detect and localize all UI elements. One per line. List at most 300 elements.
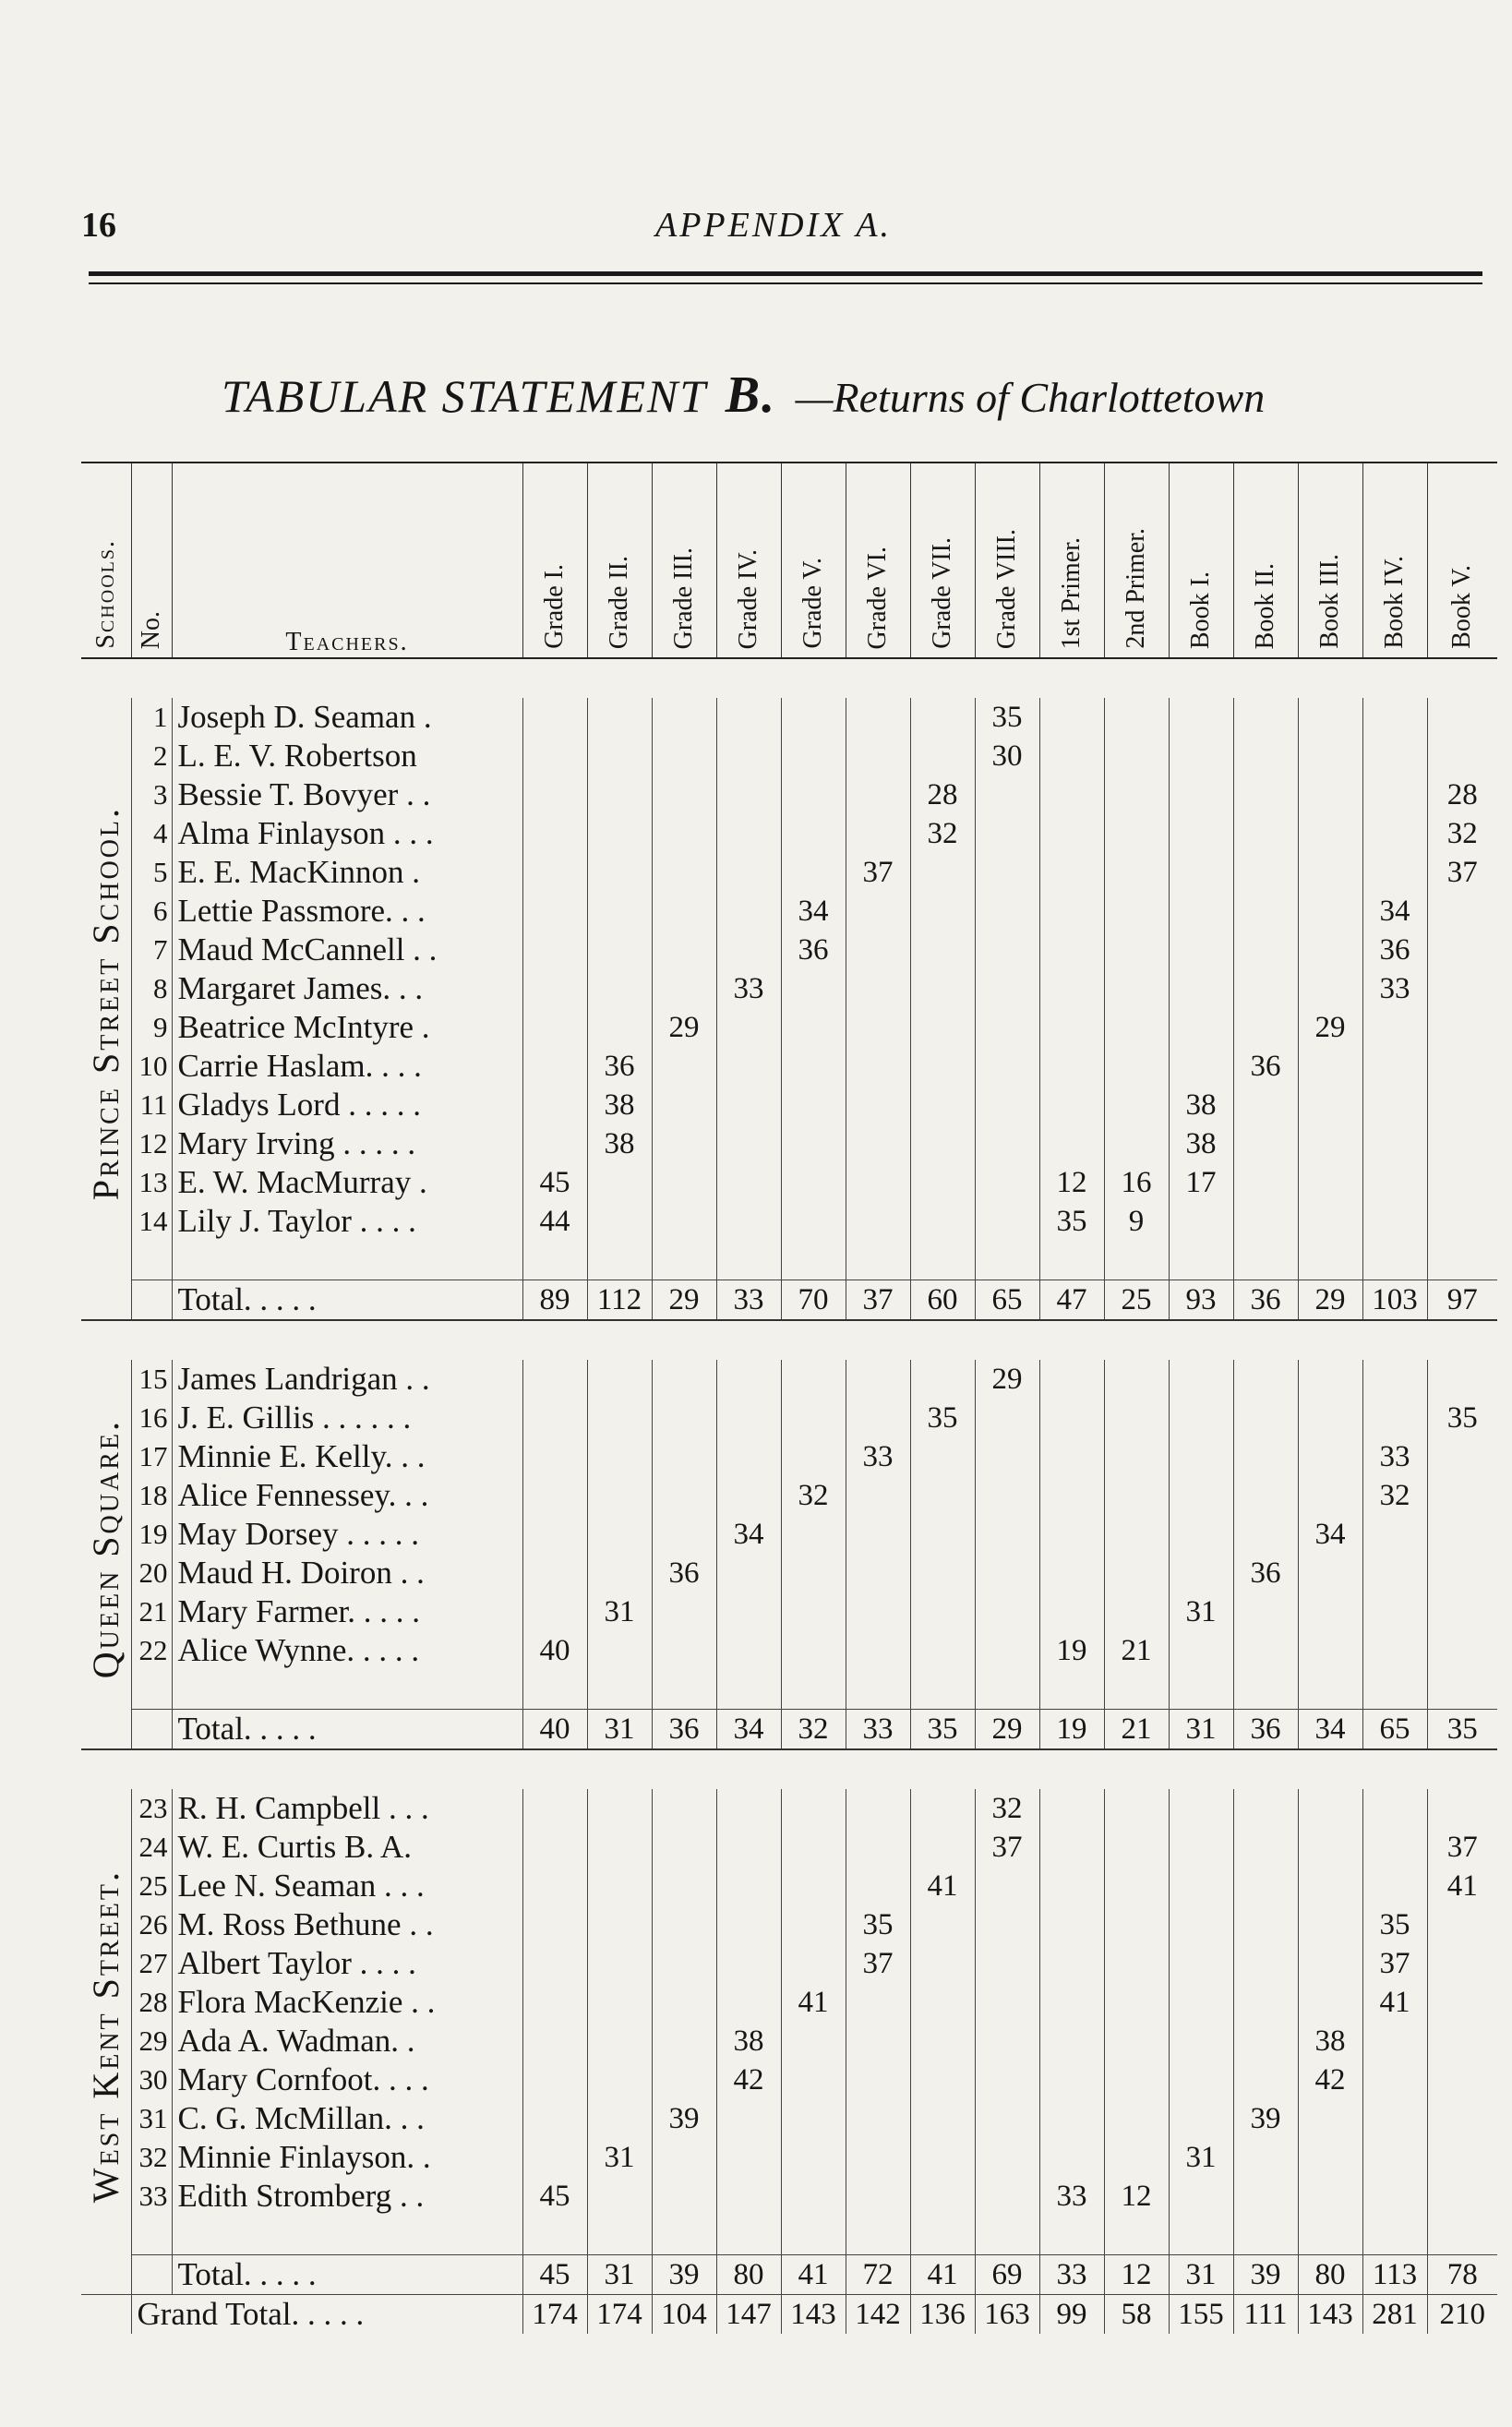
grand-total-cell: 163 [975, 2295, 1039, 2335]
enrolment-cell: 38 [716, 2022, 781, 2061]
gap-cell [1362, 1241, 1427, 1280]
enrolment-cell [910, 2061, 975, 2099]
teacher-name: Mary Farmer. . . . . [172, 1592, 522, 1631]
enrolment-cell [781, 1905, 846, 1944]
enrolment-cell [781, 1828, 846, 1867]
teacher-name: Carrie Haslam. . . . [172, 1047, 522, 1086]
enrolment-cell [1298, 931, 1362, 969]
enrolment-cell [522, 931, 587, 969]
teacher-number: 18 [131, 1476, 172, 1515]
enrolment-cell [587, 1399, 652, 1437]
enrolment-cell [975, 2022, 1039, 2061]
enrolment-cell [1298, 1828, 1362, 1867]
enrolment-cell [1362, 1163, 1427, 1202]
enrolment-cell: 12 [1104, 2177, 1169, 2216]
enrolment-cell [1104, 1008, 1169, 1047]
enrolment-cell [652, 2138, 716, 2177]
enrolment-cell [1362, 1008, 1427, 1047]
enrolment-cell [1104, 853, 1169, 892]
grade-label: Grade V. [798, 558, 827, 649]
teacher-number: 5 [131, 853, 172, 892]
enrolment-cell [975, 1631, 1039, 1670]
enrolment-cell [1362, 1399, 1427, 1437]
enrolment-cell [781, 2177, 846, 2216]
enrolment-cell [975, 1944, 1039, 1983]
table-row [81, 1944, 1497, 1983]
enrolment-cell [1233, 2138, 1298, 2177]
enrolment-cell [1233, 737, 1298, 775]
enrolment-cell [1104, 1047, 1169, 1086]
enrolment-cell [1233, 1983, 1298, 2022]
gap-cell [846, 1670, 910, 1710]
enrolment-cell [522, 1047, 587, 1086]
enrolment-cell [910, 2099, 975, 2138]
table-row [81, 2022, 1497, 2061]
gap-cell [781, 1670, 846, 1710]
enrolment-cell: 38 [1169, 1086, 1233, 1124]
enrolment-cell [975, 853, 1039, 892]
enrolment-cell [1233, 1905, 1298, 1944]
enrolment-cell [975, 1163, 1039, 1202]
enrolment-cell [652, 1983, 716, 2022]
enrolment-cell: 21 [1104, 1631, 1169, 1670]
enrolment-cell [1298, 1867, 1362, 1905]
total-cell: 31 [1169, 1710, 1233, 1750]
enrolment-cell [1233, 1515, 1298, 1554]
enrolment-cell [1362, 2022, 1427, 2061]
enrolment-cell [1233, 1944, 1298, 1983]
total-cell: 97 [1427, 1280, 1497, 1321]
no-label: No. [137, 610, 165, 649]
enrolment-cell [652, 2177, 716, 2216]
enrolment-cell [846, 969, 910, 1008]
gap-cell [522, 2216, 587, 2255]
gap-cell [1233, 1670, 1298, 1710]
enrolment-cell [846, 1476, 910, 1515]
enrolment-cell [1427, 1944, 1497, 1983]
total-cell: 31 [587, 1710, 652, 1750]
enrolment-cell [846, 1867, 910, 1905]
enrolment-cell [846, 2138, 910, 2177]
enrolment-cell [1104, 775, 1169, 814]
enrolment-cell [1233, 892, 1298, 931]
enrolment-cell [781, 1867, 846, 1905]
enrolment-cell [1104, 1592, 1169, 1631]
enrolment-cell [781, 1086, 846, 1124]
enrolment-cell [587, 1983, 652, 2022]
enrolment-cell [910, 1202, 975, 1241]
teacher-name: Ada A. Wadman. . [172, 2022, 522, 2061]
enrolment-cell: 32 [781, 1476, 846, 1515]
enrolment-cell: 34 [1298, 1515, 1362, 1554]
section-separator [81, 1749, 1497, 1789]
enrolment-cell: 17 [1169, 1163, 1233, 1202]
enrolment-cell: 34 [781, 892, 846, 931]
enrolment-cell [1427, 1086, 1497, 1124]
enrolment-cell [975, 1202, 1039, 1241]
enrolment-cell [587, 2022, 652, 2061]
enrolment-cell [910, 1163, 975, 1202]
grand-total-row [81, 2295, 1497, 2335]
total-row [81, 2255, 1497, 2295]
enrolment-cell [846, 2099, 910, 2138]
table-row [81, 1983, 1497, 2022]
enrolment-cell [975, 1515, 1039, 1554]
enrolment-cell [1169, 2022, 1233, 2061]
teacher-name: Maud McCannell . . [172, 931, 522, 969]
enrolment-cell [1169, 698, 1233, 737]
enrolment-cell [1427, 1983, 1497, 2022]
enrolment-cell: 36 [1362, 931, 1427, 969]
total-row [81, 1710, 1497, 1750]
table-row [81, 892, 1497, 931]
enrolment-cell [652, 1047, 716, 1086]
enrolment-cell [1104, 1476, 1169, 1515]
grand-total-cell: 142 [846, 2295, 910, 2335]
enrolment-cell [1104, 1086, 1169, 1124]
enrolment-cell [522, 1515, 587, 1554]
gap-cell [81, 658, 1497, 698]
enrolment-cell [975, 1124, 1039, 1163]
table-row [81, 853, 1497, 892]
grand-total-label: Grand Total. . . . . [131, 2295, 522, 2335]
gap-cell [1039, 1241, 1104, 1280]
gap-cell [846, 2216, 910, 2255]
enrolment-cell [587, 1008, 652, 1047]
enrolment-cell [1104, 1789, 1169, 1828]
enrolment-cell [1104, 1124, 1169, 1163]
enrolment-cell [1427, 1047, 1497, 1086]
grade-label: Grade IV. [734, 548, 762, 649]
teacher-name: L. E. V. Robertson [172, 737, 522, 775]
teacher-number: 24 [131, 1828, 172, 1867]
enrolment-cell [522, 1399, 587, 1437]
enrolment-cell [716, 2099, 781, 2138]
enrolment-cell [1362, 1124, 1427, 1163]
table-row [81, 1631, 1497, 1670]
enrolment-cell [1362, 1828, 1427, 1867]
gap-cell [522, 1670, 587, 1710]
grand-total-cell: 136 [910, 2295, 975, 2335]
enrolment-cell [522, 814, 587, 853]
grade-label: Book V. [1447, 565, 1477, 649]
enrolment-cell [1169, 1360, 1233, 1399]
enrolment-cell [587, 1360, 652, 1399]
enrolment-cell: 34 [1362, 892, 1427, 931]
enrolment-cell: 37 [1427, 853, 1497, 892]
grade-column-header [1039, 463, 1104, 658]
enrolment-cell [522, 2022, 587, 2061]
enrolment-cell [1169, 1828, 1233, 1867]
teacher-number: 30 [131, 2061, 172, 2099]
enrolment-cell [1169, 775, 1233, 814]
enrolment-cell [522, 892, 587, 931]
enrolment-cell [1427, 2177, 1497, 2216]
enrolment-cell [910, 1592, 975, 1631]
table-row [81, 1828, 1497, 1867]
gap-cell [1169, 1241, 1233, 1280]
enrolment-cell [781, 1360, 846, 1399]
enrolment-cell [1104, 2022, 1169, 2061]
grade-column-header [781, 463, 846, 658]
enrolment-cell: 33 [1039, 2177, 1104, 2216]
enrolment-cell [1169, 1399, 1233, 1437]
enrolment-cell [975, 892, 1039, 931]
enrolment-cell [716, 931, 781, 969]
enrolment-cell [522, 853, 587, 892]
enrolment-cell [846, 1124, 910, 1163]
enrolment-cell [846, 1828, 910, 1867]
teacher-number: 28 [131, 1983, 172, 2022]
teacher-number: 20 [131, 1554, 172, 1592]
enrolment-cell [1104, 931, 1169, 969]
grade-column-header [1427, 463, 1497, 658]
enrolment-cell: 33 [1362, 969, 1427, 1008]
enrolment-cell [716, 1905, 781, 1944]
enrolment-cell: 35 [910, 1399, 975, 1437]
teacher-number: 33 [131, 2177, 172, 2216]
enrolment-cell [1169, 1867, 1233, 1905]
grade-label: Book IV. [1380, 556, 1409, 649]
enrolment-cell: 29 [1298, 1008, 1362, 1047]
enrolment-cell [1427, 1631, 1497, 1670]
table-row [81, 1008, 1497, 1047]
teacher-name: Beatrice McIntyre . [172, 1008, 522, 1047]
table-row [81, 1437, 1497, 1476]
enrolment-cell [522, 775, 587, 814]
total-cell: 60 [910, 1280, 975, 1321]
enrolment-cell [652, 853, 716, 892]
enrolment-cell [1427, 1476, 1497, 1515]
enrolment-cell [910, 1515, 975, 1554]
grade-label: Book I. [1186, 571, 1215, 649]
row-gap [81, 2216, 1497, 2255]
enrolment-cell [910, 892, 975, 931]
gap-cell [975, 1241, 1039, 1280]
enrolment-cell [846, 892, 910, 931]
enrolment-cell [1039, 737, 1104, 775]
enrolment-cell [1039, 1008, 1104, 1047]
table-row [81, 1399, 1497, 1437]
enrolment-cell [1169, 2099, 1233, 2138]
enrolment-cell [781, 1944, 846, 1983]
enrolment-cell: 35 [846, 1905, 910, 1944]
enrolment-cell [910, 1124, 975, 1163]
enrolment-cell [652, 2022, 716, 2061]
enrolment-cell [652, 969, 716, 1008]
grand-total-cell: 143 [781, 2295, 846, 2335]
enrolment-cell [975, 2138, 1039, 2177]
teacher-name: Lee N. Seaman . . . [172, 1867, 522, 1905]
teacher-number: 32 [131, 2138, 172, 2177]
enrolment-cell [1169, 1202, 1233, 1241]
header-row [81, 463, 1497, 658]
enrolment-cell [716, 1047, 781, 1086]
enrolment-cell [1169, 1631, 1233, 1670]
enrolment-cell: 38 [587, 1086, 652, 1124]
enrolment-cell [587, 931, 652, 969]
total-cell: 33 [716, 1280, 781, 1321]
enrolment-cell [910, 698, 975, 737]
enrolment-cell [522, 1828, 587, 1867]
enrolment-cell [1039, 775, 1104, 814]
teacher-number: 6 [131, 892, 172, 931]
enrolment-cell [1427, 1360, 1497, 1399]
enrolment-cell [652, 1399, 716, 1437]
enrolment-cell: 37 [975, 1828, 1039, 1867]
enrolment-cell [587, 1515, 652, 1554]
enrolment-cell [587, 814, 652, 853]
enrolment-cell [1039, 1437, 1104, 1476]
enrolment-cell [1169, 1437, 1233, 1476]
enrolment-cell [910, 1360, 975, 1399]
enrolment-cell [1233, 1008, 1298, 1047]
enrolment-cell [1104, 892, 1169, 931]
enrolment-cell: 31 [587, 1592, 652, 1631]
grand-total-cell: 174 [522, 2295, 587, 2335]
enrolment-cell [781, 1515, 846, 1554]
gap-cell [652, 1670, 716, 1710]
grade-label: Grade III. [669, 547, 698, 649]
total-cell: 93 [1169, 1280, 1233, 1321]
total-cell: 12 [1104, 2255, 1169, 2295]
gap-cell [1039, 2216, 1104, 2255]
enrolment-cell: 12 [1039, 1163, 1104, 1202]
teacher-number: 10 [131, 1047, 172, 1086]
enrolment-cell: 35 [1362, 1905, 1427, 1944]
enrolment-cell [1104, 969, 1169, 1008]
total-cell: 72 [846, 2255, 910, 2295]
enrolment-cell [522, 1360, 587, 1399]
total-cell: 80 [716, 2255, 781, 2295]
enrolment-cell [522, 1905, 587, 1944]
enrolment-cell [587, 1476, 652, 1515]
enrolment-cell [781, 698, 846, 737]
gap-cell [131, 1241, 172, 1280]
teacher-name: Lettie Passmore. . . [172, 892, 522, 931]
enrolment-cell: 16 [1104, 1163, 1169, 1202]
gap-cell [1233, 2216, 1298, 2255]
enrolment-cell: 28 [910, 775, 975, 814]
table-row [81, 1124, 1497, 1163]
enrolment-cell [1039, 1124, 1104, 1163]
enrolment-cell: 9 [1104, 1202, 1169, 1241]
enrolment-cell [1427, 1789, 1497, 1828]
enrolment-cell [716, 1631, 781, 1670]
gap-cell [1427, 1670, 1497, 1710]
enrolment-cell [910, 969, 975, 1008]
teacher-name: E. W. MacMurray . [172, 1163, 522, 1202]
gap-cell [1362, 2216, 1427, 2255]
enrolment-cell [1362, 1086, 1427, 1124]
enrolment-cell [1362, 2138, 1427, 2177]
enrolment-cell [1362, 1789, 1427, 1828]
table-row [81, 1360, 1497, 1399]
gap-cell [846, 1241, 910, 1280]
teacher-name: R. H. Campbell . . . [172, 1789, 522, 1828]
enrolment-cell [1039, 1789, 1104, 1828]
enrolment-cell [716, 1163, 781, 1202]
enrolment-cell: 32 [975, 1789, 1039, 1828]
enrolment-cell [587, 2061, 652, 2099]
enrolment-cell [522, 2061, 587, 2099]
enrolment-cell [1362, 737, 1427, 775]
enrolment-cell [587, 2099, 652, 2138]
total-cell: 65 [1362, 1710, 1427, 1750]
total-cell: 25 [1104, 1280, 1169, 1321]
enrolment-cell [975, 931, 1039, 969]
enrolment-cell [1298, 1631, 1362, 1670]
enrolment-cell [781, 969, 846, 1008]
enrolment-cell [1039, 1828, 1104, 1867]
enrolment-cell: 31 [1169, 1592, 1233, 1631]
header-rule-thin [89, 282, 1482, 284]
enrolment-cell [1039, 2022, 1104, 2061]
enrolment-cell [781, 1008, 846, 1047]
enrolment-cell [846, 931, 910, 969]
enrolment-cell [652, 775, 716, 814]
enrolment-cell: 31 [587, 2138, 652, 2177]
school-name-cell [81, 698, 131, 1320]
enrolment-cell [716, 1437, 781, 1476]
enrolment-cell [975, 775, 1039, 814]
enrolment-cell [1362, 2099, 1427, 2138]
enrolment-cell: 34 [716, 1515, 781, 1554]
enrolment-cell [522, 1086, 587, 1124]
enrolment-cell [975, 2061, 1039, 2099]
gap-cell [1104, 1670, 1169, 1710]
enrolment-cell [1427, 1554, 1497, 1592]
enrolment-cell [1039, 1944, 1104, 1983]
enrolment-cell [846, 1631, 910, 1670]
enrolment-cell [1039, 1592, 1104, 1631]
enrolment-cell [1362, 814, 1427, 853]
enrolment-cell: 44 [522, 1202, 587, 1241]
enrolment-cell: 33 [846, 1437, 910, 1476]
enrolment-cell [522, 1789, 587, 1828]
total-cell: 31 [1169, 2255, 1233, 2295]
total-cell: 36 [1233, 1710, 1298, 1750]
enrolment-cell [1362, 1554, 1427, 1592]
row-gap [81, 1241, 1497, 1280]
enrolment-cell [910, 1631, 975, 1670]
table-row [81, 1867, 1497, 1905]
enrolment-cell [1104, 1867, 1169, 1905]
enrolment-cell: 30 [975, 737, 1039, 775]
enrolment-cell: 45 [522, 2177, 587, 2216]
enrolment-cell [975, 2099, 1039, 2138]
enrolment-cell [1104, 2061, 1169, 2099]
enrolment-cell [910, 931, 975, 969]
enrolment-cell: 39 [1233, 2099, 1298, 2138]
enrolment-cell [1233, 1867, 1298, 1905]
enrolment-cell [1233, 1399, 1298, 1437]
total-cell: 70 [781, 1280, 846, 1321]
enrolment-cell [910, 1789, 975, 1828]
total-cell: 36 [652, 1710, 716, 1750]
enrolment-cell [716, 775, 781, 814]
enrolment-cell [716, 737, 781, 775]
enrolment-cell [975, 1047, 1039, 1086]
enrolment-cell [846, 1554, 910, 1592]
enrolment-cell [1298, 969, 1362, 1008]
total-cell: 41 [781, 2255, 846, 2295]
total-cell: 113 [1362, 2255, 1427, 2295]
enrolment-cell [1362, 853, 1427, 892]
total-cell: 34 [1298, 1710, 1362, 1750]
enrolment-cell [1169, 1554, 1233, 1592]
enrolment-cell [975, 1983, 1039, 2022]
